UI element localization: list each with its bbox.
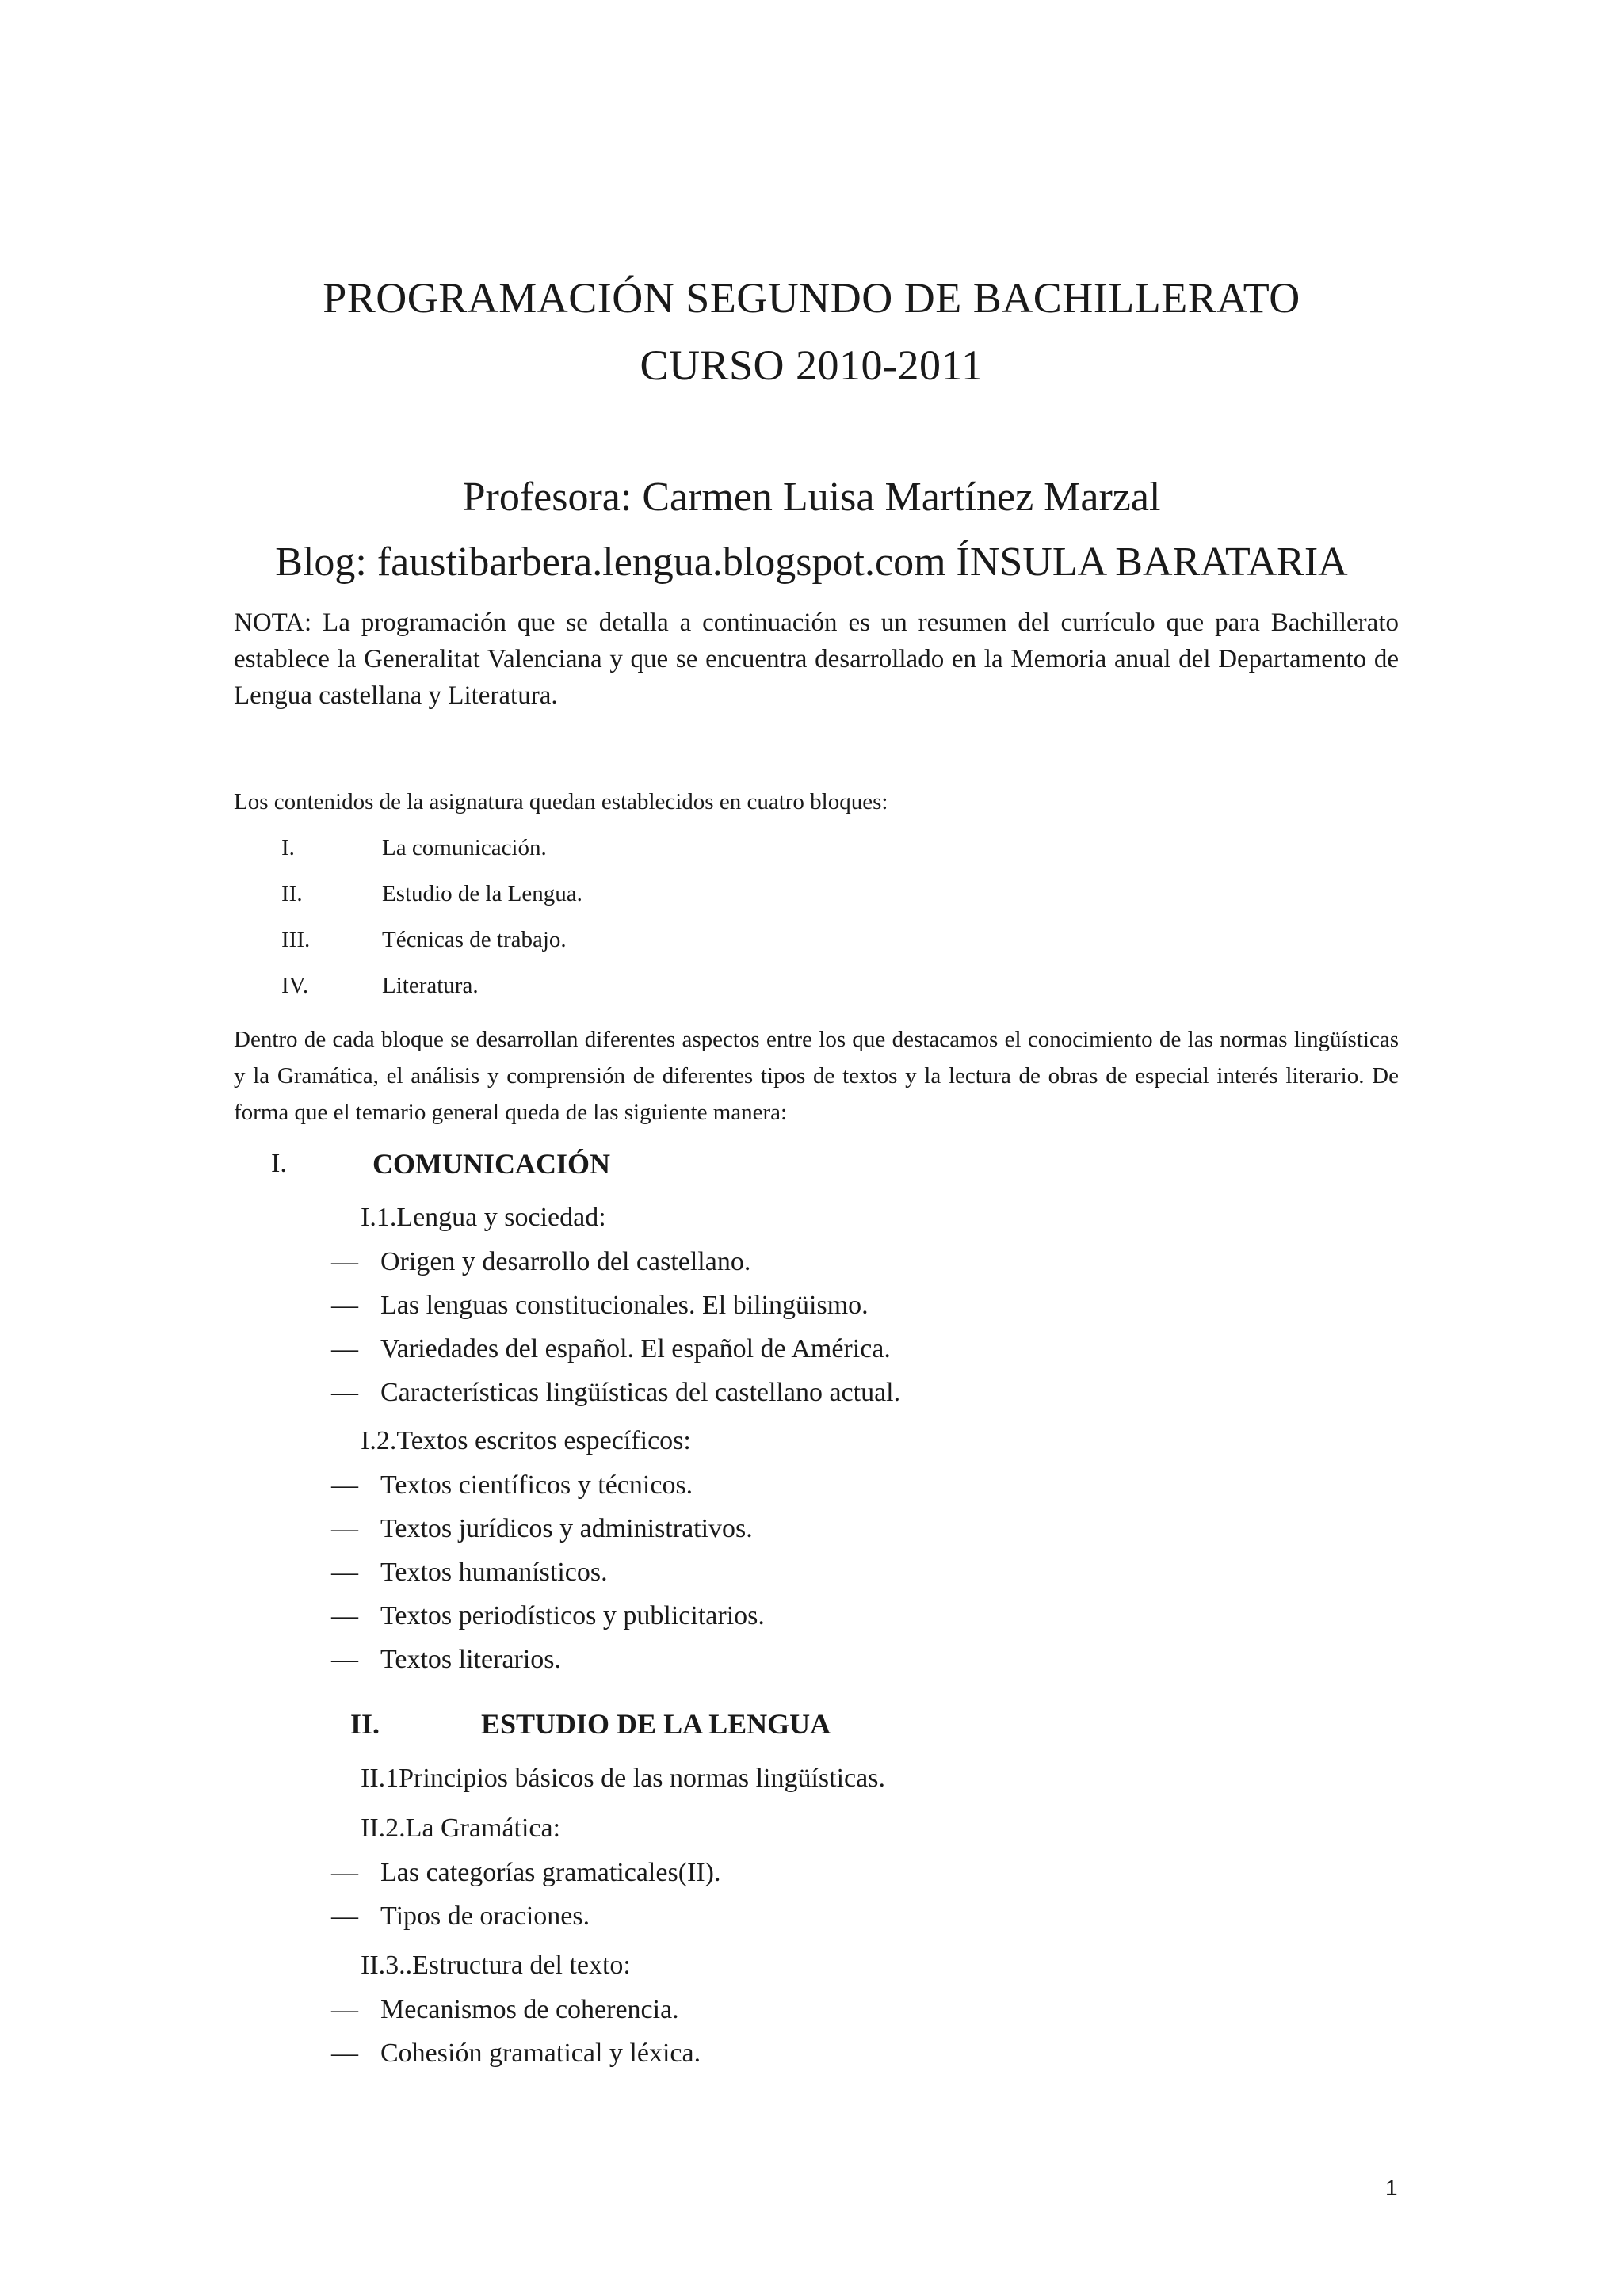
list-item: Cohesión gramatical y léxica.	[380, 2039, 701, 2068]
block-label: Estudio de la Lengua.	[382, 881, 582, 906]
teacher-name: Profesora: Carmen Luisa Martínez Marzal	[462, 475, 1161, 520]
bullet-dash: —	[331, 1645, 358, 1674]
subsection-title: II.1Principios básicos de las normas lingüísticas.	[361, 1764, 885, 1793]
block-number: I.	[281, 835, 295, 860]
block-number: IV.	[281, 973, 309, 998]
list-item: Tipos de oraciones.	[380, 1901, 590, 1931]
bullet-dash: —	[331, 1858, 358, 1887]
bullet-dash: —	[331, 1334, 358, 1363]
list-item: Mecanismos de coherencia.	[380, 1995, 679, 2024]
list-item: Las lenguas constitucionales. El bilingüismo.	[380, 1291, 869, 1320]
bullet-dash: —	[331, 1247, 358, 1276]
block-label: Literatura.	[382, 973, 479, 998]
section-number: I.	[271, 1149, 287, 1178]
course-year: CURSO 2010-2011	[640, 341, 983, 389]
block-number: II.	[281, 881, 303, 906]
blog-line: Blog: faustibarbera.lengua.blogspot.com ÍNSULA BARATARIA	[275, 540, 1348, 585]
description-paragraph: Dentro de cada bloque se desarrollan diferentes aspectos entre los que destacamos el conocimiento de las normas lingüísticas y la Gramática, el análisis y comprensión de diferentes tipos de textos y la lectura de obras de especial interés literario. De forma que el temario general queda de las siguiente manera:	[234, 1027, 1399, 1125]
list-item: Origen y desarrollo del castellano.	[380, 1247, 751, 1276]
block-label: La comunicación.	[382, 835, 547, 860]
list-item: Textos periodísticos y publicitarios.	[380, 1601, 765, 1630]
block-number: III.	[281, 927, 311, 952]
bullet-dash: —	[331, 1378, 358, 1407]
list-item: Textos jurídicos y administrativos.	[380, 1514, 753, 1543]
page-number: 1	[1385, 2176, 1398, 2200]
subsection-title: I.2.Textos escritos específicos:	[361, 1426, 691, 1455]
subsection-title: I.1.Lengua y sociedad:	[361, 1203, 606, 1232]
list-item: Textos literarios.	[380, 1645, 562, 1674]
bullet-dash: —	[331, 1291, 358, 1320]
document-title: PROGRAMACIÓN SEGUNDO DE BACHILLERATO	[323, 274, 1300, 322]
list-item: Las categorías gramaticales(II).	[380, 1858, 721, 1887]
section-title: ESTUDIO DE LA LENGUA	[481, 1708, 831, 1740]
bullet-dash: —	[331, 1901, 358, 1931]
list-item: Características lingüísticas del castellano actual.	[380, 1378, 901, 1407]
list-item: Textos científicos y técnicos.	[380, 1470, 693, 1500]
block-label: Técnicas de trabajo.	[382, 927, 567, 952]
bullet-dash: —	[331, 1514, 358, 1543]
section-title: COMUNICACIÓN	[372, 1148, 610, 1180]
bullet-dash: —	[331, 1470, 358, 1500]
subsection-title: II.2.La Gramática:	[361, 1814, 561, 1843]
bullet-dash: —	[331, 1558, 358, 1587]
list-item: Variedades del español. El español de América.	[380, 1334, 891, 1363]
nota-paragraph: NOTA: La programación que se detalla a continuación es un resumen del currículo que para Bachillerato establece la Generalitat Valenciana y que se encuentra desarrollado en la Memoria anual del Departamento de Lengua castellana y Literatura.	[234, 608, 1399, 710]
intro-text: Los contenidos de la asignatura quedan establecidos en cuatro bloques:	[234, 789, 888, 814]
bullet-dash: —	[331, 1995, 358, 2024]
subsection-title: II.3..Estructura del texto:	[361, 1951, 631, 1980]
section-number: II.	[350, 1708, 380, 1740]
bullet-dash: —	[331, 2039, 358, 2068]
bullet-dash: —	[331, 1601, 358, 1630]
list-item: Textos humanísticos.	[380, 1558, 608, 1587]
